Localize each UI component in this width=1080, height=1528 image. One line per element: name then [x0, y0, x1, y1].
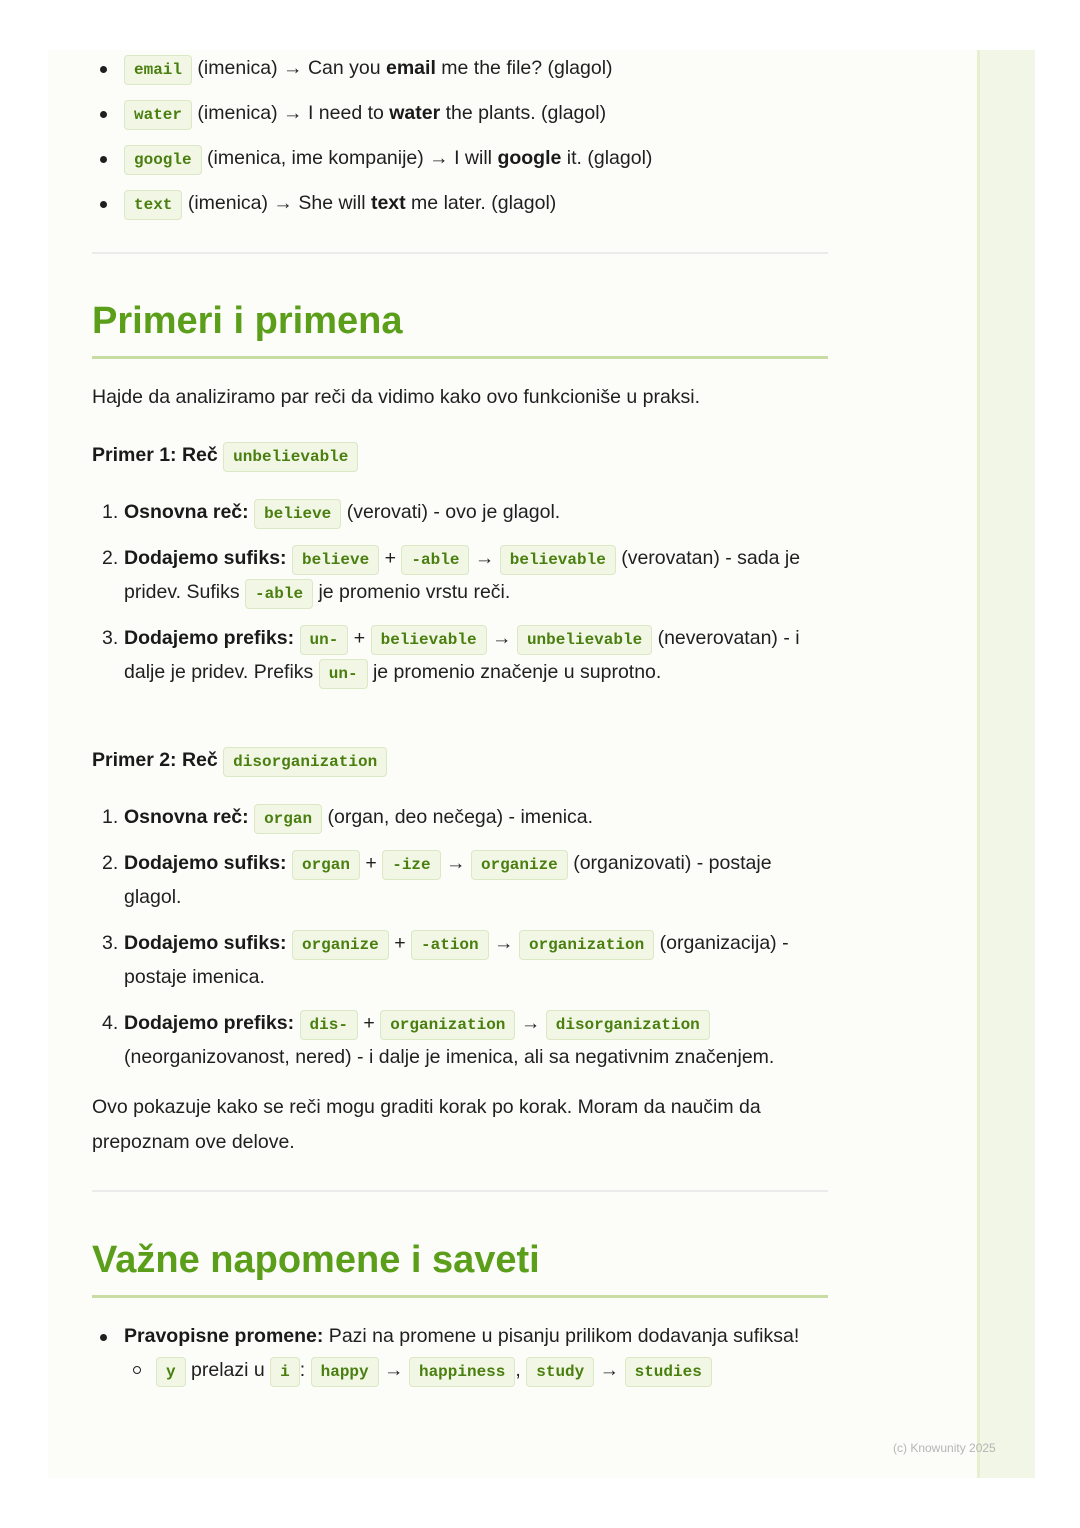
code-chip: studies [625, 1357, 712, 1387]
code-chip: believe [292, 545, 379, 575]
example-label: Primer 1: Reč [92, 444, 218, 466]
sub-list-item [92, 1353, 828, 1387]
code-chip: google [124, 145, 202, 175]
step [92, 621, 828, 689]
step-number: 1. [102, 806, 119, 828]
code-chip: un- [319, 659, 368, 689]
step-label: Dodajemo sufiks: [124, 547, 287, 569]
arrow-icon: → [599, 1359, 620, 1381]
divider [92, 252, 828, 254]
text: (verovatan) - sada je pridev. Sufiks [124, 547, 801, 603]
top-list [92, 51, 828, 220]
arrow-icon: → [474, 547, 495, 569]
code-chip: organization [380, 1010, 515, 1040]
code-chip: unbelievable [223, 442, 358, 472]
text: (imenica) → I need to [192, 102, 390, 124]
code-chip: email [124, 55, 192, 85]
code-chip: unbelievable [517, 625, 652, 655]
plus-sign: + [365, 852, 377, 874]
text: (organizacija) - postaje imenica. [124, 932, 789, 988]
text: me later. (glagol) [405, 192, 557, 214]
outro-paragraph: Ovo pokazuje kako se reči mogu graditi korak po korak. Moram da naučim da prepoznam ove delove. [92, 1096, 761, 1153]
text: , [515, 1359, 521, 1381]
bold-text: email [386, 57, 436, 79]
code-chip: believable [371, 625, 487, 655]
text: (organ, deo nečega) - imenica. [322, 806, 594, 828]
step-number: 3. [102, 627, 119, 649]
text: (imenica, ime kompanije) → I will [201, 147, 498, 169]
divider [92, 1190, 828, 1192]
text: (verovati) - ovo je glagol. [341, 501, 561, 523]
bold-text: google [497, 147, 562, 169]
bold-text: water [389, 102, 441, 124]
step-number: 3. [102, 932, 119, 954]
step [92, 926, 828, 994]
code-chip: organization [519, 930, 654, 960]
code-chip: believable [500, 545, 616, 575]
list-item [92, 186, 828, 220]
step [92, 1006, 828, 1074]
code-chip: -able [245, 579, 313, 609]
code-chip: -ation [411, 930, 489, 960]
step-label: Osnovna reč: [124, 501, 249, 523]
list-item [92, 51, 828, 85]
plus-sign: + [394, 932, 406, 954]
code-chip: organ [254, 804, 322, 834]
code-chip: i [270, 1357, 300, 1387]
step-number: 1. [102, 501, 119, 523]
step-label: Osnovna reč: [124, 806, 249, 828]
arrow-icon: → [384, 1359, 404, 1381]
code-chip: organ [292, 850, 360, 880]
text: : [299, 1359, 306, 1381]
arrow-icon: → [446, 852, 466, 874]
text: (organizovati) - postaje glagol. [124, 852, 772, 908]
text: prelazi u [185, 1359, 271, 1381]
text: the plants. (glagol) [440, 102, 607, 124]
step-label: Dodajemo prefiks: [124, 627, 295, 649]
arrow-icon: → [494, 932, 514, 954]
plus-sign: + [363, 1012, 375, 1034]
code-chip: organize [471, 850, 568, 880]
plus-sign: + [384, 547, 396, 569]
text: je promenio značenje u suprotno. [367, 661, 662, 683]
text: me the file? (glagol) [435, 57, 613, 79]
code-chip: disorganization [546, 1010, 710, 1040]
code-chip: text [124, 190, 182, 220]
step-number: 4. [102, 1012, 119, 1034]
code-chip: disorganization [223, 747, 387, 777]
code-chip: -ize [382, 850, 440, 880]
code-chip: y [156, 1357, 186, 1387]
plus-sign: + [353, 627, 366, 649]
code-chip: happy [311, 1357, 379, 1387]
bold-text: text [370, 192, 406, 214]
code-chip: un- [300, 625, 349, 655]
text: Pazi na promene u pisanju prilikom dodavanja sufiksa! [323, 1325, 800, 1347]
arrow-icon: → [520, 1012, 541, 1034]
copyright: (c) Knowunity 2025 [893, 1441, 996, 1455]
example-1-heading [92, 438, 828, 473]
step-label: Dodajemo sufiks: [124, 852, 287, 874]
section-heading: Primeri i primena [92, 298, 828, 359]
step-label: Dodajemo prefiks: [124, 1012, 295, 1034]
step [92, 541, 828, 609]
list-item [92, 96, 828, 130]
step-number: 2. [102, 852, 119, 874]
code-chip: dis- [300, 1010, 358, 1040]
text: (imenica) → Can you [192, 57, 386, 79]
section-heading: Važne napomene i saveti [92, 1237, 828, 1298]
step [92, 846, 828, 914]
step-label: Dodajemo sufiks: [124, 932, 287, 954]
text: (neverovatan) - i dalje je pridev. Prefiks [124, 627, 800, 683]
tip-label: Pravopisne promene: [124, 1325, 324, 1347]
tips-list [92, 1319, 828, 1387]
step [92, 495, 828, 529]
example-2-steps [92, 800, 828, 1086]
text: (neorganizovanost, nered) - i dalje je imenica, ali sa negativnim značenjem. [124, 1046, 775, 1068]
code-chip: water [124, 100, 192, 130]
example-2-heading [92, 743, 828, 778]
arrow-icon: → [492, 627, 512, 649]
step-number: 2. [102, 547, 119, 569]
example-1-steps [92, 495, 828, 701]
list-item [92, 141, 828, 175]
text: it. (glagol) [561, 147, 653, 169]
text: (imenica) → She will [182, 192, 371, 214]
intro-paragraph: Hajde da analiziramo par reči da vidimo kako ovo funkcioniše u praksi. [92, 386, 701, 408]
text: je promenio vrstu reči. [313, 581, 511, 603]
code-chip: happiness [409, 1357, 515, 1387]
list-item [92, 1319, 828, 1353]
example-label: Primer 2: Reč [92, 749, 218, 771]
code-chip: -able [401, 545, 469, 575]
code-chip: study [526, 1357, 594, 1387]
code-chip: believe [254, 499, 341, 529]
step [92, 800, 828, 834]
code-chip: organize [292, 930, 389, 960]
side-strip [977, 50, 1035, 1478]
